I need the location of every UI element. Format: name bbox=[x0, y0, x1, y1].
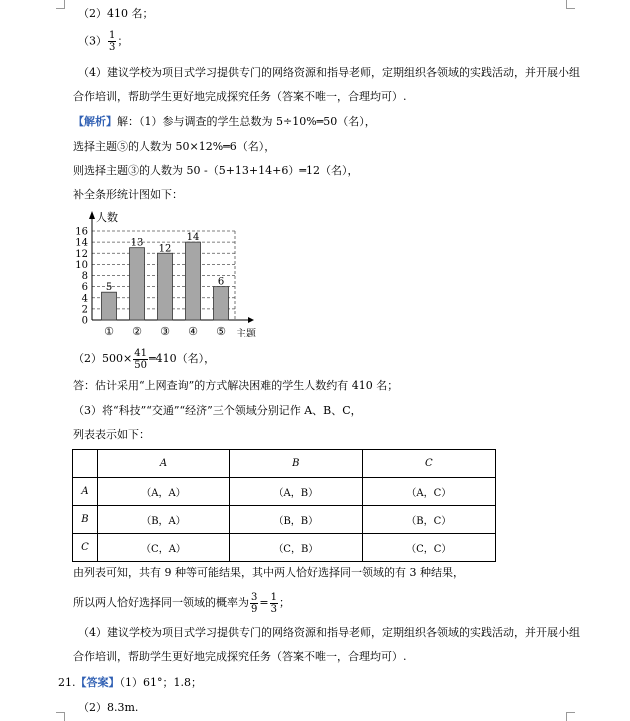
crop-mark bbox=[56, 0, 65, 9]
bar-value-label: 12 bbox=[158, 243, 172, 255]
analysis-part-4-line2: 合作培训，帮助学生更好地完成探究任务（答案不唯一，合理均可）. bbox=[73, 650, 407, 663]
y-tick-label: 6 bbox=[81, 282, 88, 294]
bar-value-label: 5 bbox=[105, 282, 113, 294]
chart-intro: 补全条形统计图如下： bbox=[73, 188, 183, 201]
y-tick-label: 8 bbox=[81, 271, 88, 282]
table-cell: （C，C） bbox=[362, 534, 495, 562]
fraction: $\frac{3}{9}$ bbox=[251, 591, 258, 615]
table-cell: （C，B） bbox=[230, 534, 363, 562]
fraction: $\frac{41}{50}$ bbox=[134, 347, 147, 371]
table-cell: （B，C） bbox=[362, 506, 495, 534]
probability-line: 所以两人恰好选择同一领域的概率为 $\frac{3}{9}$ = $\frac{1}{3}$ ； bbox=[73, 591, 290, 615]
fraction: $\frac{1}{3}$ bbox=[270, 591, 277, 615]
bar bbox=[186, 242, 201, 320]
bar bbox=[158, 253, 173, 320]
table-cell: （A，A） bbox=[97, 478, 229, 506]
question-21-answer: 21.【答案】（1）61°；1.8； bbox=[58, 676, 202, 689]
x-tick-label: ⑤ bbox=[216, 325, 226, 337]
y-tick-label: 16 bbox=[75, 226, 88, 238]
y-axis-arrow bbox=[89, 211, 95, 219]
table-intro: 列表表示如下： bbox=[73, 428, 150, 441]
bar bbox=[130, 248, 145, 320]
x-axis-label: 主题 bbox=[236, 329, 256, 337]
answer-statement: 答：估计采用“上网查询”的方式解决困难的学生人数约有 410 名； bbox=[73, 379, 399, 392]
table-cell: （A，B） bbox=[230, 478, 363, 506]
x-tick-label: ③ bbox=[160, 325, 170, 337]
answer-2: （2）410 名； bbox=[78, 7, 154, 20]
analysis-part-2: （2）500× $\frac{41}{50}$ ═410（名）， bbox=[73, 347, 216, 371]
analysis-tag: 【解析】 bbox=[73, 115, 117, 128]
y-tick-label: 2 bbox=[81, 304, 88, 316]
answer-4-line2: 合作培训，帮助学生更好地完成探究任务（答案不唯一，合理均可）. bbox=[73, 90, 407, 103]
table-row-header: B bbox=[73, 506, 98, 534]
table-header-cell bbox=[73, 450, 98, 478]
analysis-part-3: （3）将“科技”“交通”“经济”三个领域分别记作 A、B、C， bbox=[73, 404, 362, 417]
table-cell: （C，A） bbox=[97, 534, 229, 562]
table-row bbox=[73, 478, 496, 506]
x-axis-arrow bbox=[248, 317, 254, 323]
bar-value-label: 13 bbox=[130, 237, 144, 249]
table-header-cell: B bbox=[230, 450, 363, 478]
conclusion-line: 由列表可知，共有 9 种等可能结果，其中两人恰好选择同一领域的有 3 种结果， bbox=[73, 566, 464, 579]
table-row-header: A bbox=[73, 478, 98, 506]
y-axis-label: 人数 bbox=[96, 211, 118, 224]
crop-mark bbox=[566, 0, 575, 9]
table-header-row bbox=[73, 450, 496, 478]
table-cell: （B，B） bbox=[230, 506, 363, 534]
answer-4-line1: （4）建议学校为项目式学习提供专门的网络资源和指导老师，定期组织各领域的实践活动，并开展小组 bbox=[78, 66, 580, 79]
outcome-table bbox=[72, 449, 496, 562]
answer-tag: 【答案】 bbox=[75, 676, 120, 689]
table-cell: （B，A） bbox=[97, 506, 229, 534]
table-cell: （A，C） bbox=[362, 478, 495, 506]
bar bbox=[214, 287, 229, 320]
analysis-step-3: 则选择主题③的人数为 50 -（5+13+14+6）═12（名）， bbox=[73, 164, 359, 177]
table-header-cell: C bbox=[362, 450, 495, 478]
analysis-line: 【解析】解：（1）参与调查的学生总数为 5÷10%═50（名）， bbox=[73, 115, 376, 128]
bar-chart bbox=[70, 207, 270, 337]
table-row bbox=[73, 534, 496, 562]
fraction: $\frac{1}{3}$ bbox=[109, 30, 116, 53]
analysis-part-4-line1: （4）建议学校为项目式学习提供专门的网络资源和指导老师，定期组织各领域的实践活动，并开展小组 bbox=[78, 626, 580, 639]
table-row bbox=[73, 506, 496, 534]
y-tick-label: 12 bbox=[75, 248, 88, 260]
x-tick-label: ② bbox=[132, 325, 142, 337]
x-tick-label: ④ bbox=[188, 325, 198, 337]
question-21-part-2: （2）8.3m. bbox=[78, 701, 139, 714]
x-tick-label: ① bbox=[104, 325, 114, 337]
y-tick-label: 14 bbox=[75, 237, 88, 249]
y-tick-label: 10 bbox=[75, 259, 88, 271]
analysis-step-2: 选择主题⑤的人数为 50×12%═6（名）， bbox=[73, 140, 276, 153]
bar-value-label: 14 bbox=[186, 232, 200, 244]
table-header-cell: A bbox=[97, 450, 229, 478]
bar bbox=[102, 292, 117, 320]
bar-value-label: 6 bbox=[217, 276, 225, 288]
question-number: 21. bbox=[58, 676, 76, 689]
table-row-header: C bbox=[73, 534, 98, 562]
y-tick-label: 4 bbox=[81, 293, 88, 305]
answer-3: （3） $\frac{1}{3}$ ； bbox=[78, 30, 129, 53]
y-tick-label: 0 bbox=[81, 315, 88, 327]
